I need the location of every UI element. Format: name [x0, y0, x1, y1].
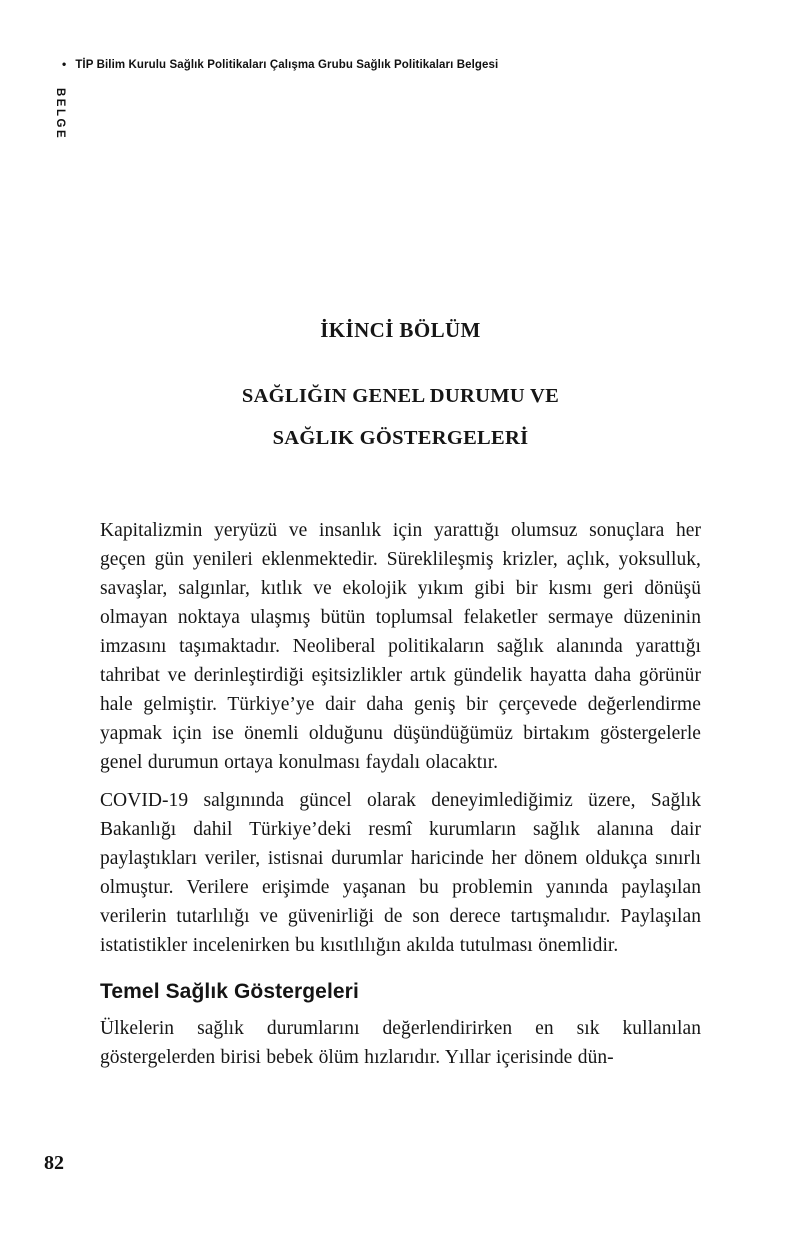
- paragraph: Kapitalizmin yeryüzü ve insanlık için yarattığı olumsuz sonuçlara her geçen gün yenileri eklenmektedir. Süreklileşmiş krizler, açlık, yoksulluk, savaşlar, salgınlar, kıtlık ve ekolojik yıkım gibi bir kısmı geri dönüşü olmayan noktaya ulaşmış bütün toplumsal felaketler sermaye düzeninin imzasını taşımaktadır. Neoliberal politikaların sağlık alanında yarattığı tahribat ve derinleştirdiği eşitsizlikler artık gündelik hayatta daha görünür hale gelmiştir. Türkiye’ye dair daha geniş bir çerçevede değerlendirme yapmak için ise önemli olduğunu düşündüğümüz birtakım göstergelerle genel durumun ortaya konulması faydalı olacaktır.: [100, 520, 701, 773]
- section-heading: Temel Sağlık Göstergeleri: [100, 980, 359, 1003]
- chapter-title-line1: SAĞLIĞIN GENEL DURUMU VE: [241, 385, 560, 407]
- content-block: [100, 318, 701, 1072]
- paragraph: COVID-19 salgınında güncel olarak deneyimlediğimiz üzere, Sağlık Bakanlığı dahil Türkiye’deki resmî kurumların sağlık alanına dair paylaştıkları veriler, istisnai durumlar haricinde her dönem oldukça sınırlı olmuştur. Verilere erişimde yaşanan bu problemin yanında paylaşılan verilerin tutarlılığı ve güvenirliği de son derece tartışmalıdır. Paylaşılan istatistikler incelenirken bu kısıtlılığın akılda tutulması önemlidir.: [100, 790, 701, 956]
- spine-label: BELGE: [54, 88, 66, 141]
- page-number: 82: [44, 1152, 64, 1174]
- chapter-kicker: İKİNCİ BÖLÜM: [320, 318, 481, 342]
- running-header: [62, 59, 498, 71]
- chapter-title-line2: SAĞLIK GÖSTERGELERİ: [272, 427, 529, 449]
- running-header-title: TİP Bilim Kurulu Sağlık Politikaları Çalışma Grubu Sağlık Politikaları Belgesi: [75, 59, 499, 71]
- paragraph: Ülkelerin sağlık durumlarını değerlendirirken en sık kullanılan göstergelerden birisi bebek ölüm hızlarıdır. Yıllar içerisinde dün-: [100, 1018, 701, 1068]
- chapter-title: [100, 375, 701, 459]
- bullet-icon: •: [62, 57, 67, 71]
- body-text: [100, 516, 701, 1072]
